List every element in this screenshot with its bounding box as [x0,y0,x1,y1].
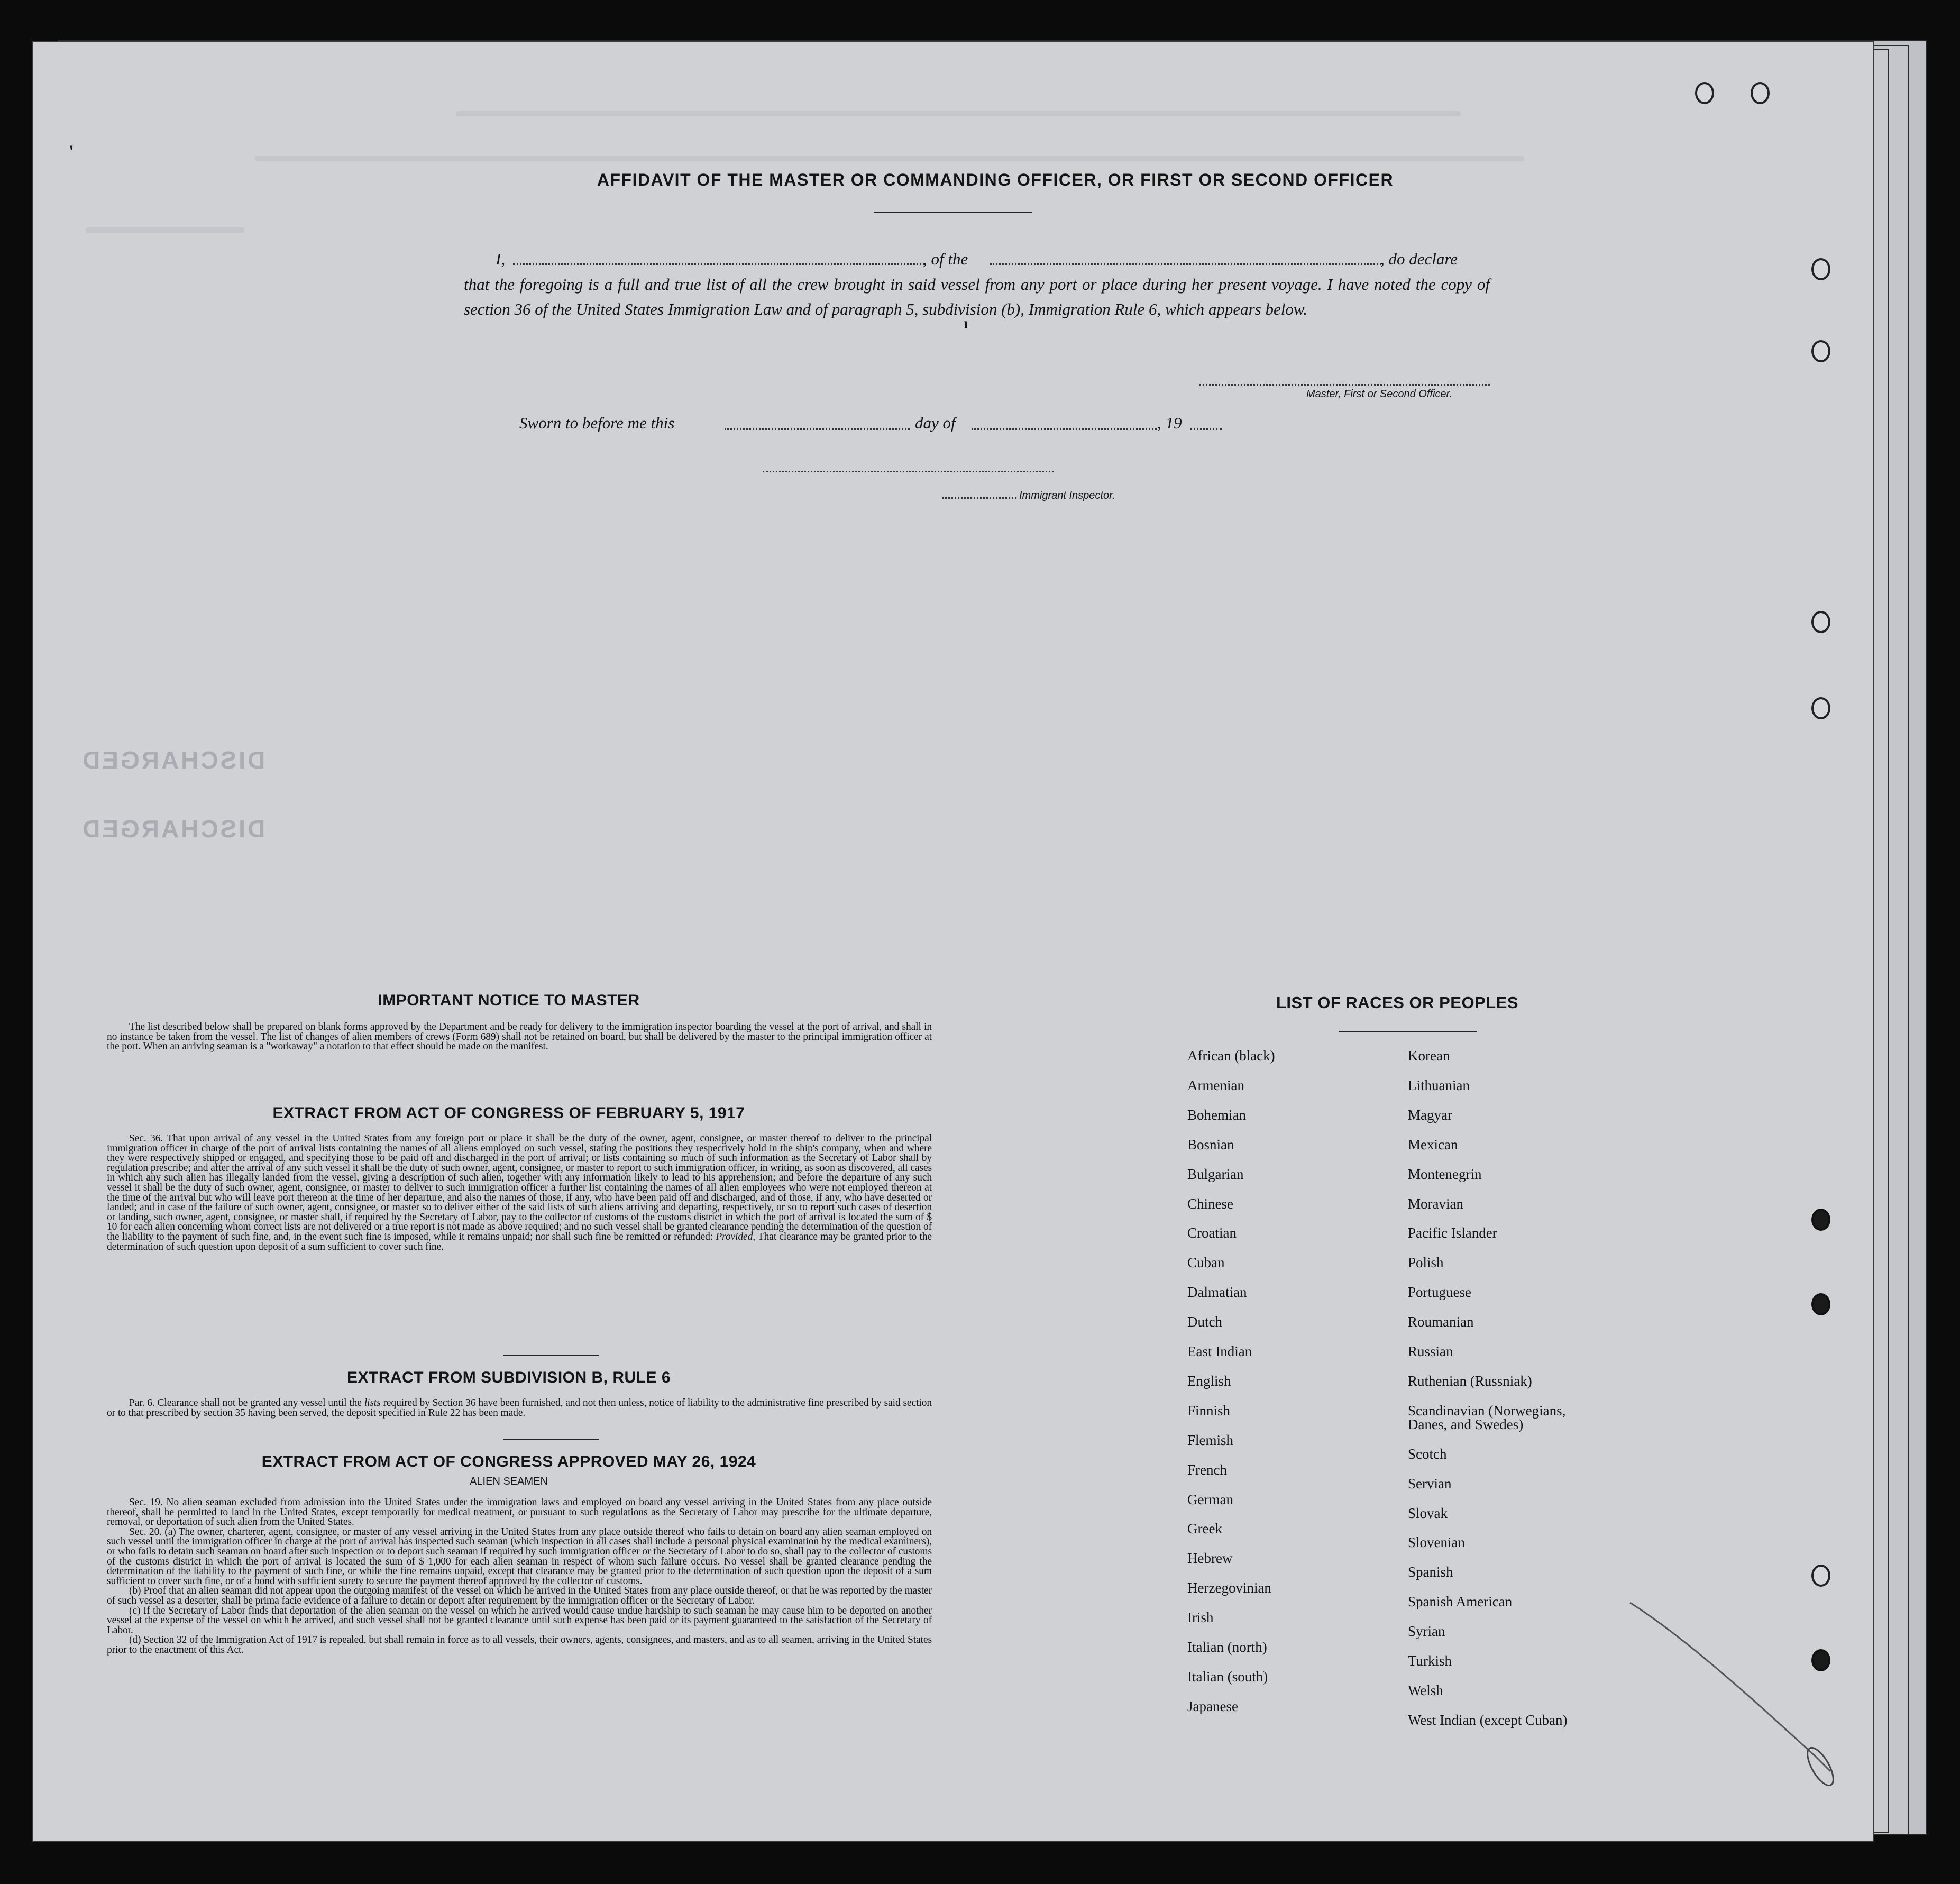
alien-seamen-subtitle: ALIEN SEAMEN [470,1476,548,1487]
race-item: Italian (north) [1187,1639,1267,1655]
race-item: Syrian [1408,1623,1445,1640]
race-item: Flemish [1187,1432,1234,1448]
section-divider [503,1439,599,1440]
race-item: Hebrew [1187,1550,1233,1567]
races-title-rule [1339,1031,1477,1032]
notice-text: The list described below shall be prepared on blank forms approved by the Department and be ready for delivery to the immigration inspector boarding the vessel at the port of arrival, and shall in no instance be taken from the vessel. The list of changes of alien members of crews (Form 689) shall not be retained on board, but shall be delivered by the master to the principal immigration officer at the port. When an arriving seaman is a "workaway" a notation to that effect should be made on the manifest. [107,1021,932,1053]
race-item: Lithuanian [1408,1077,1470,1093]
race-item: Greek [1187,1521,1222,1537]
race-item: Montenegrin [1408,1166,1482,1182]
race-item: Bosnian [1187,1136,1234,1153]
punch-hole [1751,82,1770,104]
extract-1924-paragraph [107,1498,932,1656]
affidavit-of-the-label: , of the [923,250,968,268]
races-title: LIST OF RACES OR PEOPLES [1276,993,1519,1012]
punch-hole [1811,258,1830,280]
race-item: Slovak [1408,1505,1448,1521]
sworn-year-prefix: , 19 [1157,414,1182,432]
master-name-field[interactable] [513,263,926,265]
punch-hole [1811,340,1830,362]
inspector-caption: Immigrant Inspector. [1019,490,1115,501]
race-item: Moravian [1408,1195,1463,1212]
race-item: Russian [1408,1343,1453,1359]
bleed-through-stamp: DISCHARGED [80,746,265,774]
inspector-name-field[interactable] [942,497,1016,499]
race-item: Scandinavian (Norwegians, [1408,1402,1566,1419]
sworn-day-of: day of [915,414,956,432]
race-item: Finnish [1187,1402,1231,1419]
proviso-word: Provided, [716,1231,755,1242]
race-item: Servian [1408,1475,1452,1492]
punch-hole [1811,1565,1830,1587]
extract-1924-title: EXTRACT FROM ACT OF CONGRESS APPROVED MAY 26, 1924 [261,1453,756,1470]
affidavit-declare-label: , do declare [1380,250,1458,268]
race-item: Polish [1408,1255,1444,1271]
race-item: Turkish [1408,1653,1452,1669]
rule6-text-a: Par. 6. Clearance shall not be granted any vessel until the [129,1397,362,1409]
sec20d-text: (d) Section 32 of the Immigration Act of 1917 is repealed, but shall remain in force as to all vessels, their owners, agents, consignees, and masters, and as to all seamen, arriving in the United States prior to the enactment of this Act. [107,1634,932,1656]
race-item: Korean [1408,1048,1450,1064]
extract-1917-paragraph [107,1134,932,1252]
sworn-year-field[interactable] [1190,428,1222,430]
rule6-text-b: required by Section 36 have been furnished, and not then unless, notice of liability to the administrative fine prescribed by said section or to that prescribed by section 35 having been served, the deposit specified in Rule 22 has been made. [107,1397,932,1419]
race-item: Portuguese [1408,1284,1471,1301]
race-item: Ruthenian (Russniak) [1408,1373,1532,1389]
affidavit-i-label: I, [496,250,506,268]
pen-mark: ı [964,315,968,332]
race-item: Roumanian [1408,1314,1474,1330]
lists-word: lists [364,1397,381,1409]
race-item: Bohemian [1187,1106,1246,1123]
punch-hole [1811,1649,1830,1671]
race-item: Mexican [1408,1136,1458,1153]
sec20c-text: (c) If the Secretary of Labor finds that deportation of the alien seaman on the vessel on which he arrived would cause undue hardship to such seaman he may cause him to be deported on another vessel at the expense of the vessel on which he arrived, and such vessel shall not be granted clearance until such expense has been paid or its payment guaranteed to the satisfaction of the Secretary of Labor. [107,1605,932,1636]
race-item: Welsh [1408,1682,1443,1698]
race-item: Italian (south) [1187,1668,1268,1685]
race-item: Pacific Islander [1408,1225,1497,1241]
race-item: West Indian (except Cuban) [1408,1712,1568,1728]
form-sheet [32,41,1874,1842]
sworn-day-field[interactable] [725,428,910,430]
notice-title: IMPORTANT NOTICE TO MASTER [378,992,640,1009]
bleed-through-line [456,111,1461,116]
affidavit-body: that the foregoing is a full and true list of all the crew brought in said vessel from any port or place during her present voyage. I have noted the copy of section 36 of the United States Immigration Law and of paragraph 5, subdivision (b), Immigration Rule 6, which appears below. [464,275,1490,318]
race-item: Armenian [1187,1077,1244,1093]
notice-paragraph [107,1022,932,1052]
sec20a-text: Sec. 20. (a) The owner, charterer, agent, consignee, or master of any vessel arriving in the United States from any place outside thereof who fails to detain on board any alien seaman employed on such vessel until the immigration officer in charge at the port of arrival has inspected such seaman (which inspection in all cases shall include a personal physical examination by the medical examiners), or who fails to detain such seaman on board after such inspection or to deport such seaman if required by such immigration officer or the Secretary of Labor to do so, shall pay to the collector of customs of the customs district in which the port of arrival is located the sum of $ 1,000 for each alien seaman in respect of whom such failure occurs. No vessel shall be granted clearance pending the determination of the liability to the payment of such fine, or while the fine remains unpaid, except that clearance may be granted prior to the determination of such question upon the deposit of a sum sufficient to cover such fine, or of a bond with sufficient surety to secure the payment thereof approved by the collector of customs. [107,1526,932,1587]
sec36-text: Sec. 36. That upon arrival of any vessel in the United States from any foreign port or place it shall be the duty of the owner, agent, consignee, or master thereof to deliver to the principal immigration officer in charge of the port of arrival lists containing the names of all aliens employed on such vessel, stating the positions they respectively hold in the ship's company, when and where they were respectively shipped or engaged, and specifying those to be paid off and discharged in the port of arrival; or lists containing so much of such information as the Secretary of Labor shall by regulation prescribe; and after the arrival of any such vessel it shall be the duty of such owner, agent, consignee, or master to report to such immigration officer, in writing, as soon as discovered, all cases in which any such alien has illegally landed from the vessel, giving a description of such alien, together with any information likely to lead to his apprehension; and before the departure of any such vessel it shall be the duty of such owner, agent, consignee, or master to deliver to such immigration officer a further list containing the names of all alien employees who were not employed thereon at the time of the arrival but who will leave port thereon at the time of her departure, and also the names of those, if any, who have been paid off and discharged, and of those, if any, who have deserted or landed; and in case of the failure of such owner, agent, consignee, or master so to deliver either of the said lists of such aliens arriving and departing, respectively, or so to report such cases of desertion or landing, such owner, agent, consignee, or master shall, if required by the Secretary of Labor, pay to the collector of customs of the customs district in which the port of arrival is located the sum of $ 10 for each alien concerning whom correct lists are not delivered or a true report is not made as above required; and no such vessel shall be granted clearance pending the determination of the question of the liability to the payment of such fine, and, in the event such fine is imposed, while it remains unpaid; nor shall such fine be remitted or refunded: [107,1133,932,1242]
punch-hole [1811,611,1830,633]
affidavit-title-short-rule [874,212,1032,213]
vessel-name-field[interactable] [990,263,1381,265]
bleed-through-line [86,227,244,233]
race-item: English [1187,1373,1231,1389]
sworn-prefix: Sworn to before me this [519,414,675,432]
punch-hole [1695,82,1714,104]
sec36-text-end: That clearance may be granted prior to the determination of such question upon deposit of a sum sufficient to cover such fine. [107,1231,932,1252]
race-item: Dutch [1187,1314,1222,1330]
race-item: Scotch [1408,1446,1447,1462]
extract-rule6-title: EXTRACT FROM SUBDIVISION B, RULE 6 [346,1369,671,1386]
inspector-signature-field[interactable] [763,471,1054,472]
race-item: Slovenian [1408,1534,1465,1551]
bleed-through-line [255,156,1524,161]
pencil-loop [1802,1744,1838,1788]
race-item: East Indian [1187,1343,1252,1359]
race-item: Irish [1187,1609,1214,1626]
race-item: African (black) [1187,1048,1275,1064]
margin-mark: ' [69,141,75,162]
extract-rule6-paragraph [107,1398,932,1418]
section-divider [503,1355,599,1356]
race-item: Spanish [1408,1564,1453,1580]
officer-signature-field[interactable] [1199,384,1490,386]
race-item: Chinese [1187,1195,1233,1212]
punch-hole [1811,1293,1830,1315]
affidavit-title: AFFIDAVIT OF THE MASTER OR COMMANDING OFFICER, OR FIRST OR SECOND OFFICER [597,170,1394,189]
pencil-stroke [1630,1603,1830,1771]
race-item: Danes, and Swedes) [1408,1416,1524,1432]
sworn-month-field[interactable] [972,428,1157,430]
race-item: French [1187,1461,1227,1478]
race-item: Croatian [1187,1225,1237,1241]
race-item: Spanish American [1408,1594,1513,1610]
punch-hole [1811,1209,1830,1231]
race-item: Japanese [1187,1698,1238,1714]
pencil-mark [1625,1597,1847,1788]
sec20b-text: (b) Proof that an alien seaman did not appear upon the outgoing manifest of the vessel on which he arrived in the United States from any place outside thereof, or that he was reported by the master of such vessel as a deserter, shall be prima facie evidence of a failure to detain or deport after requirement by the immigration officer or the Secretary of Labor. [107,1585,932,1606]
race-item: Magyar [1408,1106,1452,1123]
race-item: Cuban [1187,1255,1225,1271]
punch-hole [1811,697,1830,719]
extract-1917-title: EXTRACT FROM ACT OF CONGRESS OF FEBRUARY 5, 1917 [272,1104,745,1122]
signature-caption: Master, First or Second Officer. [1306,388,1453,400]
bleed-through-stamp: DISCHARGED [80,815,265,843]
race-item: Dalmatian [1187,1284,1247,1301]
race-item: German [1187,1491,1233,1507]
race-item: Herzegovinian [1187,1580,1271,1596]
sec19-text: Sec. 19. No alien seaman excluded from admission into the United States under the immigration laws and employed on board any vessel arriving in the United States from any place outside thereof, shall be permitted to land in the United States, except temporarily for medical treatment, or pursuant to such regulations as the Secretary of Labor may prescribe for the ultimate departure, removal, or deportation of such alien from the United States. [107,1497,932,1528]
race-item: Bulgarian [1187,1166,1244,1182]
